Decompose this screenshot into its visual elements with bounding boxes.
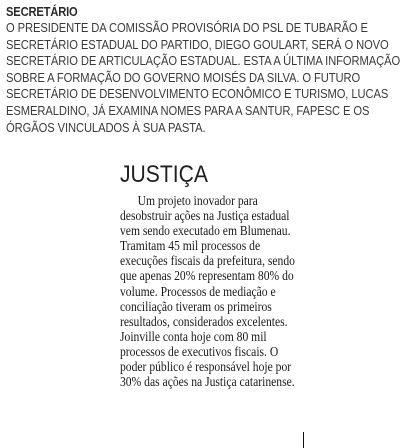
column-body: Um projeto inovador para desobstruir ações na Justiça estadual vem sendo executado em Blumenau. Tramitam 45 mil processos de execuções fiscais da prefeitura, sendo que apenas 20% representam 80% do volume. Processos de mediação e conciliação tiveram os primeiros resultados, considerados excelentes. Joinville conta hoje com 80 mil processos de executivos fiscais. O poder público é responsável hoje por 30% das ações na Justiça catarinense. <box>120 193 295 390</box>
note-body: O PRESIDENTE DA COMISSÃO PROVISÓRIA DO PSL DE TUBARÃO E SECRETÁRIO ESTADUAL DO PARTIDO, DIEGO GOULART, SERÁ O NOVO SECRETÁRIO DE ARTICULAÇÃO ESTADUAL. ESTA A ÚLTIMA INFORMAÇÃO SOBRE A FORMAÇÃO DO GOVERNO MOISÉS DA SILVA. O FUTURO SECRETÁRIO DE DESENVOLVIMENTO ECONÔMICO E TURISMO, LUCAS ESMERALDINO, JÁ EXAMINA NOMES PARA A SANTUR, FAPESC E OS ÓRGÃOS VINCULADOS À SUA PASTA. <box>6 20 401 135</box>
text-cursor-line <box>303 432 304 448</box>
note-section <box>6 4 412 136</box>
column-title: JUSTIÇA <box>120 161 209 188</box>
justica-column <box>118 160 298 389</box>
note-heading: SECRETÁRIO <box>6 4 78 19</box>
